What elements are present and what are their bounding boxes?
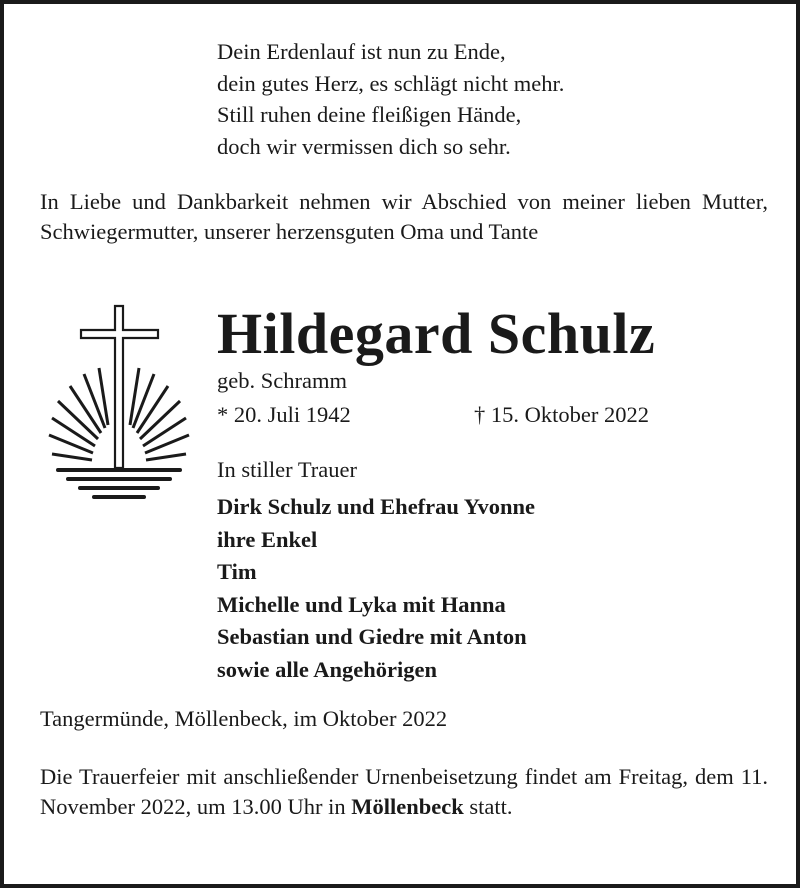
place-and-date: Tangermünde, Möllenbeck, im Oktober 2022: [40, 706, 448, 731]
mourners-list: [217, 491, 535, 687]
poem: [217, 36, 564, 162]
service-announcement: [40, 762, 768, 822]
poem-line: dein gutes Herz, es schlägt nicht mehr.: [217, 70, 565, 96]
mourner-line: ihre Enkel: [217, 526, 318, 552]
service-location: Möllenbeck: [351, 794, 464, 819]
mourner-line: Michelle und Lyka mit Hanna: [217, 591, 506, 617]
poem-line: Dein Erdenlauf ist nun zu Ende,: [217, 39, 506, 64]
mourner-line: Sebastian und Giedre mit Anton: [217, 624, 527, 650]
birth-date: * 20. Juli 1942: [217, 402, 351, 427]
service-text-end: statt.: [463, 794, 513, 819]
intro-text: In Liebe und Dankbarkeit nehmen wir Abschied von meiner lieben Mutter, Schwiegermutter, unserer herzensguten Oma und Tante: [40, 189, 768, 244]
poem-line: Still ruhen deine fleißigen Hände,: [217, 102, 522, 127]
mourner-line: Dirk Schulz und Ehefrau Yvonne: [217, 494, 535, 519]
mourning-intro: In stiller Trauer: [217, 457, 357, 482]
poem-line: doch wir vermissen dich so sehr.: [217, 133, 511, 159]
mourner-line: sowie alle Angehörigen: [217, 656, 437, 682]
death-date: † 15. Oktober 2022: [474, 402, 649, 427]
deceased-name: Hildegard Schulz: [217, 301, 656, 366]
maiden-name: geb. Schramm: [217, 368, 347, 393]
mourner-line: Tim: [217, 559, 257, 585]
service-text: Die Trauerfeier mit anschließender Urnenbeisetzung findet am Freitag, dem 11. November 2022, um 13.00 Uhr in: [40, 764, 768, 819]
cross-with-sunrays-icon: [44, 302, 194, 502]
